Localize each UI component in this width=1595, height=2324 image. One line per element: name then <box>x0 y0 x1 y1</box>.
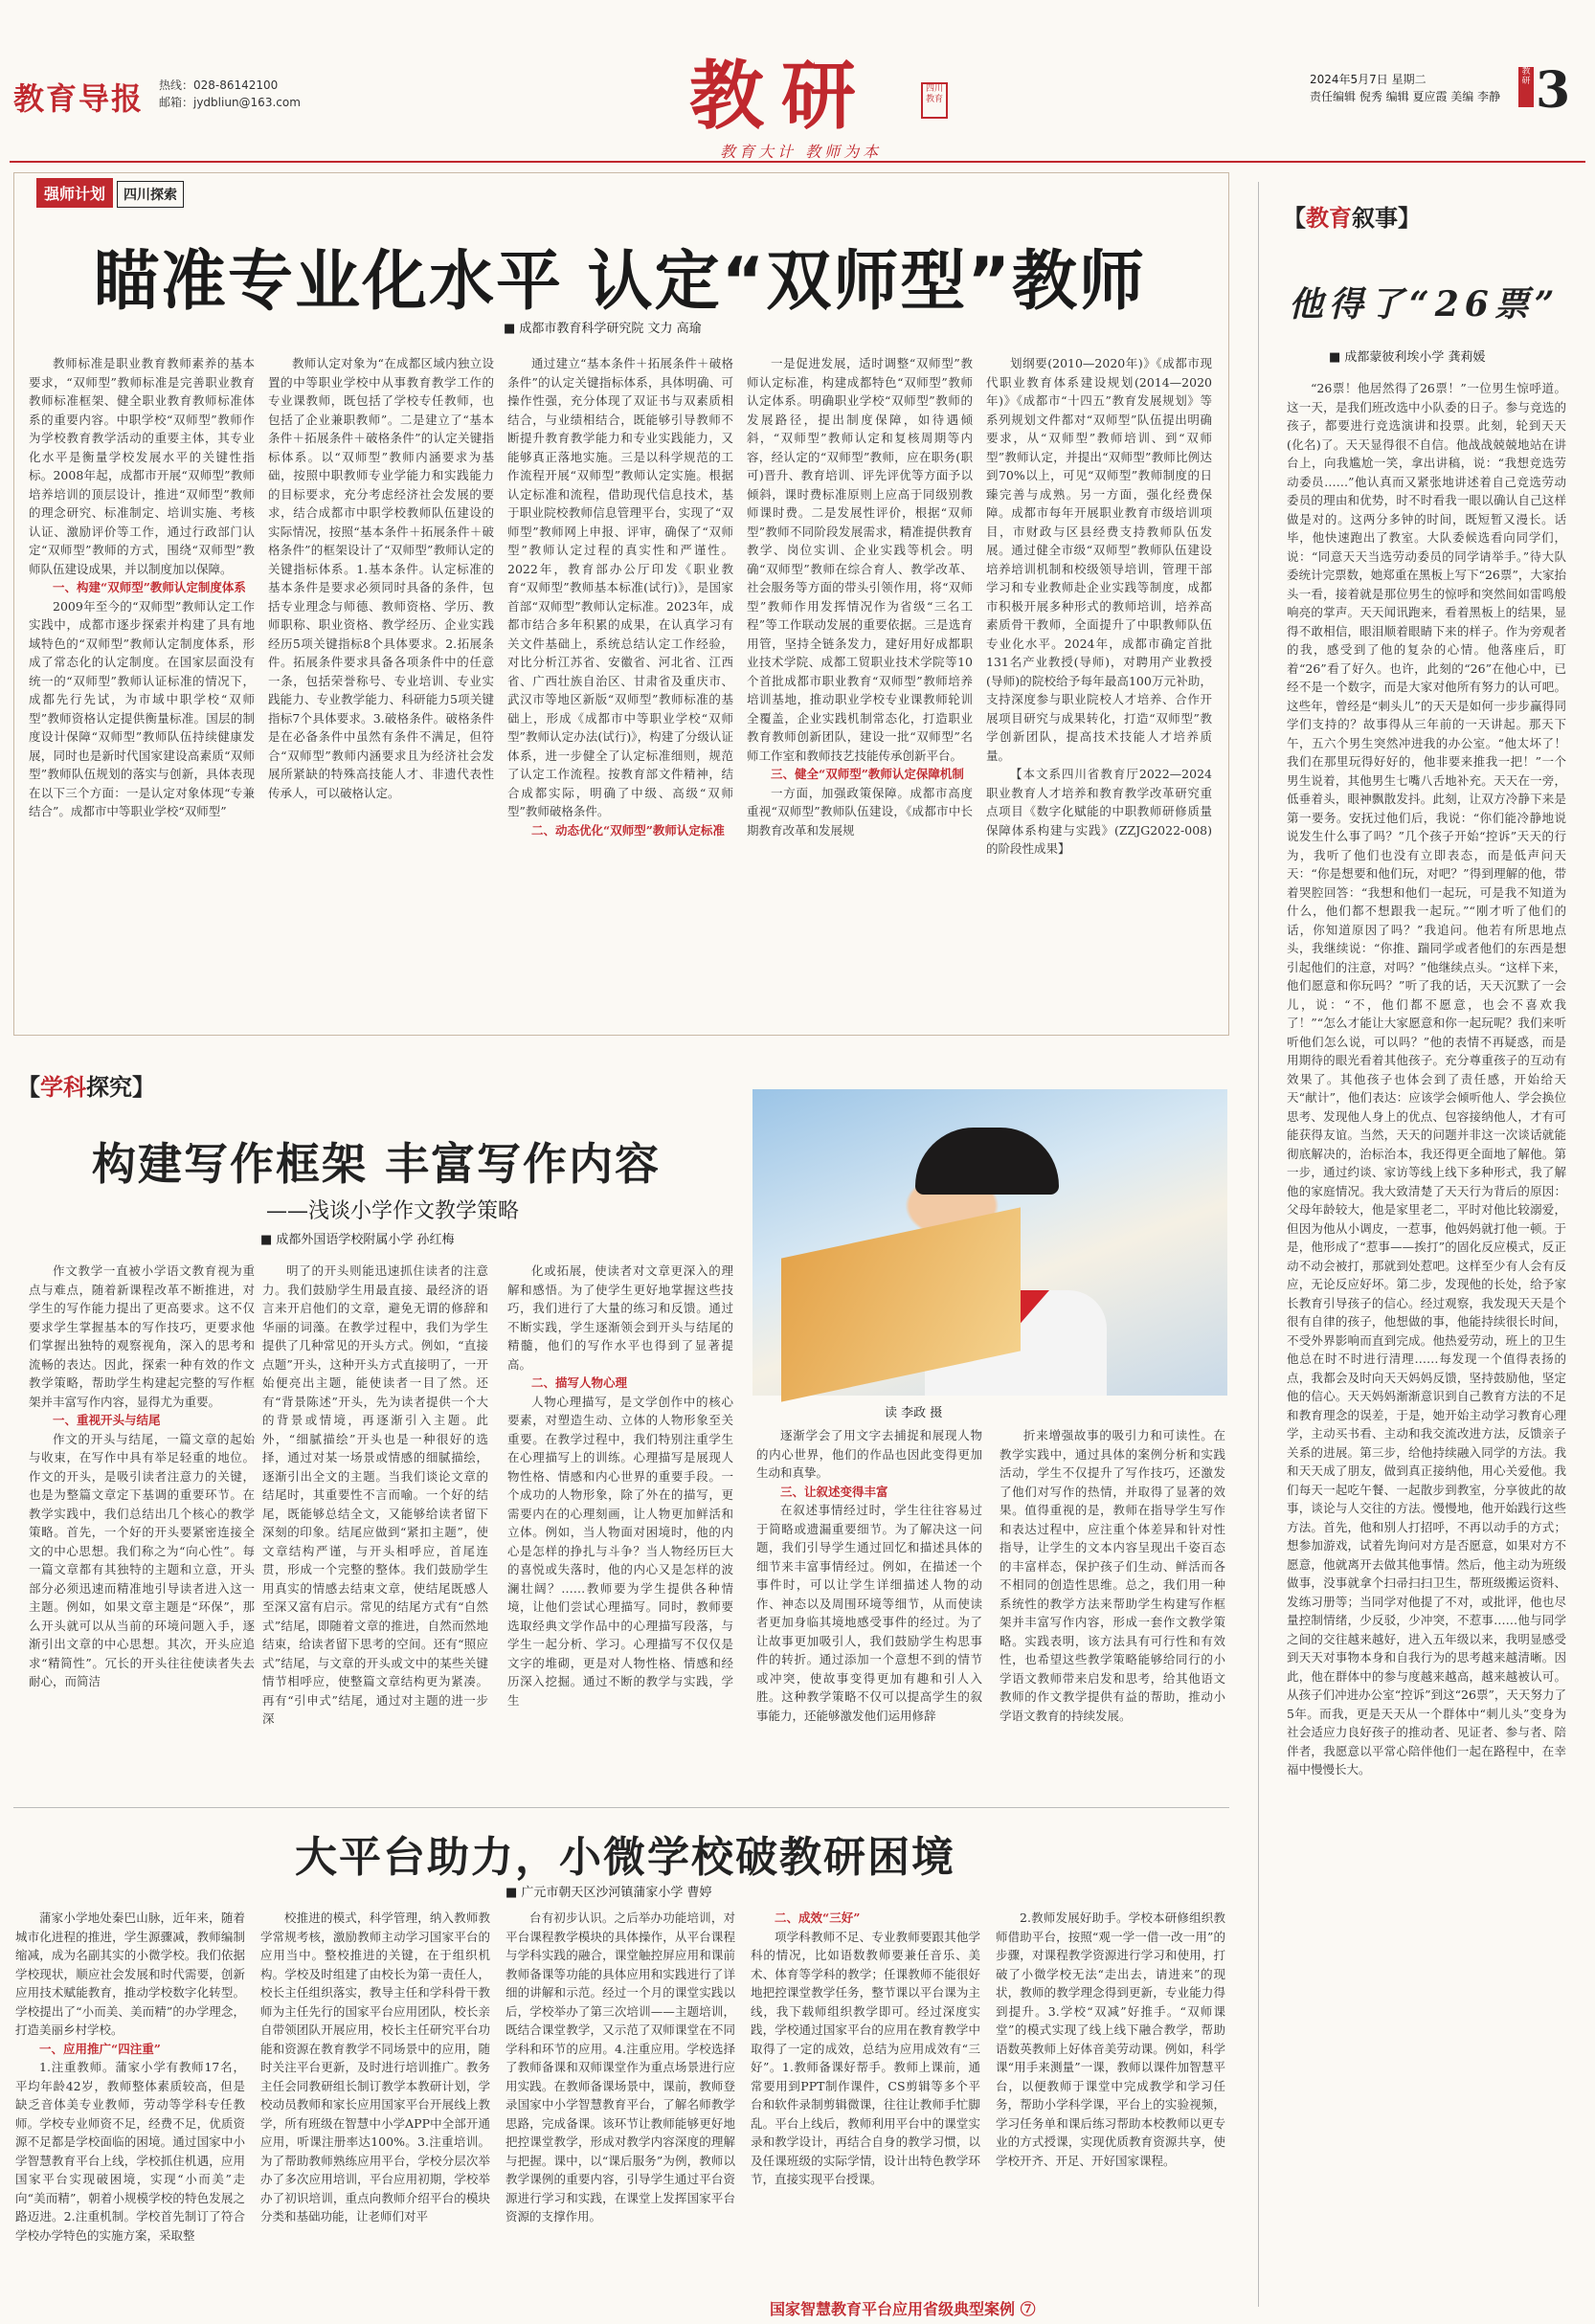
sidebar-tag-rest: 叙事 <box>1352 204 1398 232</box>
series-label: 国家智慧教育平台应用省级典型案例 ⑦ <box>770 2300 1036 2318</box>
article-column <box>29 1262 255 1798</box>
article-column <box>751 1909 980 2291</box>
page-number: 3 <box>1536 61 1571 120</box>
article-photo <box>753 1089 1227 1396</box>
photo-child-hair <box>915 1128 1059 1195</box>
sidebar-byline: ■ 成都蒙彼利埃小学 龚莉媛 <box>1329 350 1486 365</box>
article-column <box>268 354 494 1024</box>
section-title: 教研 <box>689 53 874 140</box>
paragraph: 一方面，加强政策保障。成都市高度重视“双师型”教师队伍建设，《成都市中长期教育改革和发展规 <box>747 785 973 838</box>
paragraph: 一是促进发展，适时调整“双师型”教师认定标准，构建成都特色“双师型”教师认定体系。明确职业学校“双师型”教师的发展路径，提出制度保障，如待遇倾斜，“双师型”教师认定和复核周期等内容，经认定的“双师型”教师，应在职务(职可)晋升、教育培训、评先评优等方面予以倾斜，课时费标准原则上应高于同级别教师课时费。二是发展性评价，根据“双师型”教师不同阶段发展需求，精准提供教育教学、岗位实训、企业实践等机会。明确“双师型”教师在综合育人、教学改革、社会服务等方面的带头引领作用，将“双师型”教师作用发挥情况作为省级“三名工程”等工作联动发展的重要依据。三是选育用管，坚持全链条发力，建好用好成都职业技术学院、成都工贸职业技术学院等10个首批成都市职业教育“双师型”教师培养培训基地，推动职业学校专业课教师轮训全覆盖，企业实践机制常态化，打造职业教育教师创新团队，建设一批“双师型”名师工作室和教师技艺技能传承创新平台。 <box>747 356 973 763</box>
column-tag: 【学科探究】 <box>17 1073 155 1101</box>
section-seal: 四川教育 <box>921 82 948 119</box>
article-column <box>15 1909 245 2291</box>
hotline: 热线：028-86142100 <box>159 78 279 92</box>
issue-date: 2024年5月7日 星期二 <box>1310 73 1427 86</box>
article-column <box>29 354 255 1024</box>
paragraph: 教师认定对象为“在成都区域内独立设置的中等职业学校中从事教育教学工作的专业课教师，既包括了学校专任教师，也包括了企业兼职教师”。二是建立了“基本条件＋拓展条件＋破格条件”的认定关键指标体系。以“双师型”教师内涵要求为基础，按照中职教师专业学能力和实践能力的目标要求，充分考虑经济社会发展的要求，结合成都市中职学校教师队伍建设的实际情况，按照“基本条件＋拓展条件＋破格条件”的框架设计了“双师型”教师认定的关键指标体系。1.基本条件。认定标准的基本条件是要求必须同时具备的条件，包括专业理念与师德、教师资格、学历、教师职称、职业资格、教学经历、企业实践经历5项关键指标8个具体要求。2.拓展条件。拓展条件要求具备各项条件中的任意一条，包括荣誉称号、专业培训、专业实践能力、专业教学能力、科研能力5项关键指标7个具体要求。3.破格条件。破格条件是在必备条件中虽然有条件不满足，但符合“双师型”教师内涵要求且为经济社会发展所紧缺的特殊高技能人才、非遗代表性传承人，可以破格认定。 <box>268 356 494 800</box>
column-divider <box>1258 182 1259 2307</box>
paragraph: 2.教师发展好助手。学校本研修组织教师借助平台，按照“观一学一借一改一用”的步骤，对课程教学资源进行学习和使用，打破了小微学校无法“走出去，请进来”的现状，教师的教学理念得到更新，专业能力得到提升。3.学校“双减”好推手。“双师课堂”的模式实现了线上线下融合教学，帮助语数英教师上好体音美劳动课。例如，科学课“用手来测量”一课，教师以课件加智慧平台，以便教师于课堂中完成教学和学习任务，帮助小学科学课，平台上的实验视频，学习任务单和课后练习帮助本校教师以更专业的方式授课，实现优质教育资源共享，使学校开齐、开足、开好国家课程。 <box>996 1911 1225 2168</box>
sidebar-tag-red: 教育 <box>1306 204 1352 232</box>
article-column <box>507 1262 733 1798</box>
tag-red: 学科 <box>40 1073 86 1101</box>
paragraph: 作文的开头与结尾，一篇文章的起始与收束，在写作中具有举足轻重的地位。作文的开头，是吸引读者注意力的关键，也是为整篇文章定下基调的重要环节。在教学实践中，我们总结出几个核心的教学策略。首先，一个好的开头要紧密连接全文的中心思想。我们称之为“向心性”。每一篇文章都有其独特的主题和立意，开头部分必须迅速而精准地引导读者进入这一主题。例如，如果文章主题是“环保”，那么开头就可以从当前的环境问题入手，逐渐引出文章的中心思想。其次，开头应追求“精简性”。冗长的开头往往使读者失去耐心，而简洁 <box>29 1431 255 1688</box>
paragraph: 划纲要(2010—2020年)》《成都市现代职业教育体系建设规划(2014—2020年)》《成都市“十四五”教育发展规划》等系列规划文件都对“双师型”队伍提出明确要求，从“双师型”教师培训、到“双师型”教师认定，并提出“双师型”教师比例达到70%以上，可见“双师型”教师制度的日臻完善与成熟。另一方面，强化经费保障。成都市每年开展职业教育市级培训项目，市财政与区县经费支持教师队伍发展。通过健全市级“双师型”教师队伍建设培养培训机制和校级领导培训，管理干部学习和专业教师赴企业实践等制度，成都市积极开展多种形式的教师培训，培养高素质骨干教师，全面提升了中职教师队伍专业化水平。2024年，成都市确定首批131名产业教授(导师)，对聘用产业教授(导师)的院校给予每年最高100万元补助，支持深度参与职业院校人才培养、合作开展项目研究与成果转化，打造“双师型”教学创新团队，提高技术技能人才培养质量。 <box>986 356 1212 763</box>
project-note: 【本文系四川省教育厅2022—2024职业教育人才培养和教育教学改革研究重点项目《数字化赋能的中职教师研修质量保障体系构建与实践》(ZZJG2022-008)的阶段性成果】 <box>986 767 1212 856</box>
subheading: 二、描写人物心理 <box>531 1375 628 1390</box>
article-column <box>1000 1426 1225 1798</box>
sidebar-column <box>1287 379 1566 2313</box>
article-byline: ■ 成都市教育科学研究院 文力 高瑜 <box>504 322 702 336</box>
article-headline: 瞄准专业化水平 认定“双师型”教师 <box>94 244 1147 320</box>
contact-info <box>159 77 301 111</box>
subheading: 二、动态优化“双师型”教师认定标准 <box>531 822 725 838</box>
article-byline: ■ 广元市朝天区沙河镇蒲家小学 曹婷 <box>505 1886 712 1900</box>
article-column <box>996 1909 1225 2291</box>
article-headline: 构建写作框架 丰富写作内容 <box>92 1138 662 1190</box>
subheading: 一、构建“双师型”教师认定制度体系 <box>53 580 246 594</box>
paragraph: 折来增强故事的吸引力和可读性。在教学实践中，通过具体的案例分析和实践活动，学生不仅提升了写作技巧，还激发了他们对写作的热情，并取得了显著的效果。值得重视的是，教师在指导学生写作和表达过程中，应注重个体差异和针对性指导，让学生的文本内容呈现出千姿百态的丰富样态，保护孩子们生动、鲜活而各不相同的创造性思维。总之，我们用一种系统性的教学方法来帮助学生构建写作框架并丰富写作内容，形成一套作文教学策略。实践表明，该方法具有可行性和有效性，也希望这些教学策略能够给同行的小学语文教师带来启发和思考，给其他语文教师的作文教学提供有益的帮助，推动小学语文教育的持续发展。 <box>1000 1428 1225 1723</box>
paragraph: 蒲家小学地处秦巴山脉，近年来，随着城市化进程的推进，学生源骤减，教师编制缩减，成为名副其实的小微学校。我们依据学校现状，顺应社会发展和时代需要，创新应用技术赋能教育，推动学校数字化转型。学校提出了“小而美、美而精”的办学理念，打造美丽乡村学校。 <box>15 1911 245 2037</box>
email: 邮箱：jydbliun@163.com <box>159 96 301 109</box>
paragraph: 在叙述事情经过时，学生往往容易过于简略或遗漏重要细节。为了解决这一问题，我们引导学生通过回忆和描述具体的细节来丰富事情经过。例如，在描述一个事件时，可以让学生详细描述人物的动作、神态以及周围环境等细节，从而使读者更加身临其境地感受事件的经过。为了让故事更加吸引人，我们鼓励学生构思事件的转折。通过添加一个意想不到的情节或冲突，使故事变得更加有趣和引人入胜。这种教学策略不仅可以提高学生的叙事能力，还能够激发他们运用修辞 <box>756 1503 982 1723</box>
article-column <box>747 354 973 1024</box>
tag-main: 强师计划 <box>36 178 113 208</box>
paragraph: 校推进的模式，科学管理，纳入教师教学常规考核，激励教师主动学习国家平台的应用当中。整校推进的关键，在于组织机构。学校及时组建了由校长为第一责任人，校长主任组织落实，教导主任和学科骨干教师为主任先行的国家平台应用团队，校长亲自带领团队开展应用，校长主任研究平台功能和资源在教育教学不同场景中的应用，随时关注平台更新，及时进行培训推广。教务主任会同教研组长制订教学本教研计划，学校动员教师和家长应用国家平台开展线上教学，所有班级在智慧中小学APP中全部开通应用，听课注册率达100%。3.注重培训。为了帮助教师熟练应用平台，学校分层次举办了多次应用培训，平台应用初期，学校举办了初识培训，重点向教师介绍平台的模块分类和基础功能，让老师们对平 <box>260 1911 490 2223</box>
paragraph: 台有初步认识。之后举办功能培训，对平台课程教学模块的具体操作，从平台课程与学科实践的融合，课堂触控屏应用和课前教师备课等功能的具体应用和实践进行了详细的讲解和示范。经过一个月的课堂实践以后，学校举办了第三次培训——主题培训，既结合课堂教学，又示范了双师课堂在不同学科和环节的应用。4.注重应用。学校选择了教师备课和双师课堂作为重点场景进行应用实践。在教师备课场景中，课前，教师登录国家中小学智慧教育平台，了解名师教学思路，完成备课。该环节让教师能够更好地把控课堂教学，形成对教学内容深度的理解与把握。课中，以“课后服务”为例，教师以教学课例的重要内容，引导学生通过平台资源进行学习和实践，在课堂上发挥国家平台资源的支撑作用。 <box>505 1911 735 2223</box>
tag-rest: 探究 <box>86 1073 132 1101</box>
section-motto: 教育大计 教师为本 <box>720 143 883 161</box>
page-label: 教研 <box>1518 67 1534 107</box>
subheading: 一、应用推广“四注重” <box>39 2041 161 2056</box>
paragraph: 作文教学一直被小学语文教育视为重点与难点，随着新课程改革不断推进，对学生的写作能力提出了更高要求。这不仅要求学生掌握基本的写作技巧，更要求他们掌握出独特的观察视角，深入的思考和流畅的表达。因此，探索一种有效的作文教学策略，帮助学生构建起完整的写作框架并丰富写作内容，显得尤为重要。 <box>29 1263 255 1409</box>
article-column <box>260 1909 490 2291</box>
article-column <box>756 1426 982 1798</box>
subheading: 一、重视开头与结尾 <box>53 1413 161 1427</box>
paragraph: 化或拓展，使读者对文章更深入的理解和感悟。为了使学生更好地掌握这些技巧，我们进行了大量的练习和反馈。通过不断实践，学生逐渐领会到开头与结尾的精髓，他们的写作水平也得到了显著提高。 <box>507 1263 733 1372</box>
paragraph: 项学科教师不足、专业教师要跟其他学科的情况，比如语数教师要兼任音乐、美术、体育等学科的教学；任课教师不能很好地把控课堂教学任务，整节课以平台课为主线，我下载师组织教学即可。经过深度实践，学校通过国家平台的应用在教育教学中取得了一定的成效，总结为应用成效有“三好”。1.教师备课好帮手。教师上课前，通常要用到PPT制作课件，CS剪辑等多个平台和软件录制剪辑微课，往往让教师手忙脚乱。平台上线后，教师利用平台中的课堂实录和教学设计，再结合自身的教学习惯，以及任课班级的实际学情，设计出特色教学环节，直接实现平台授课。 <box>751 1929 980 2186</box>
sidebar-headline: 他得了“26票” <box>1289 284 1561 324</box>
subheading: 三、让叙述变得丰富 <box>780 1484 888 1499</box>
paragraph: 1.注重教师。蒲家小学有教师17名，平均年龄42岁，教师整体素质较高，但是缺乏音体美专业教师，劳动等学科专任教师。学校专业师资不足，经费不足，优质资源不足都是学校面临的困境。通过国家中小学智慧教育平台上线，学校抓住机遇，应用国家平台实现破困境，实现“小而美”走向“美而精”，朝着小规模学校的特色发展之路迈进。2.注重机制。学校首先制订了符合学校办学特色的实施方案，采取整 <box>15 2060 245 2243</box>
tag-sub: 四川探索 <box>117 181 184 208</box>
article-column <box>507 354 733 1024</box>
subheading: 二、成效“三好” <box>775 1911 861 1925</box>
sidebar-tag: 【教育叙事】 <box>1283 204 1421 232</box>
editor-credits: 责任编辑 倪秀 编辑 夏应霞 美编 李静 <box>1310 90 1501 103</box>
paragraph: 明了的开头则能迅速抓住读者的注意力。我们鼓励学生用最直接、最经济的语言来开启他们的文章，避免无谓的修辞和华丽的词藻。在教学过程中，我们为学生提供了几种常见的开头方式。例如，“直接点题”开头，这种开头方式直接明了，一开始便亮出主题，能使读者一目了然。还有“背景陈述”开头，先为读者提供一个大的背景或情境，再逐渐引入主题。此外，“细腻描绘”开头也是一种很好的选择，通过对某一场景或情感的细腻描绘，逐渐引出全文的主题。当我们谈论文章的结尾时，其重要性不言而喻。一个好的结尾，既能够总结全文，又能够给读者留下深刻的印象。结尾应做到“紧扣主题”，使文章结构严谨，与开头相呼应，首尾连贯，形成一个完整的整体。我们鼓励学生用真实的情感去结束文章，使结尾既感人至深又富有启示。常见的结尾方式有“自然式”结尾，即随着文章的推进，自然而然地结束，给读者留下思考的空间。还有“照应式”结尾，与文章的开头或文中的某些关键情节相呼应，使整篇文章结构更为紧凑。再有“引申式”结尾，通过对主题的进一步深 <box>262 1263 488 1726</box>
paragraph: “26票！他居然得了26票！”一位男生惊呼道。这一天，是我们班改选中小队委的日子。参与竞选的孩子，都要进行竞选演讲和投票。此刻，轮到天天(化名)了。天天显得很不自信。他战战兢兢地站在讲台上，向我尴尬一笑，拿出讲稿，说：“我想竞选劳动委员……”他认真而又紧张地讲述着自己竞选劳动委员的理由和优势，时不时看我一眼以确认自己这样做是对的。这两分多钟的时间，既短暂又漫长。话毕，他快速跑出了教室。大队委候选看向同学们，说：“同意天天当选劳动委员的同学请举手。”待大队委统计完票数，她郑重在黑板上写下“26票”，大家抬头一看，接着就是那位男生的惊呼和突然间如雷鸣般响亮的掌声。天天闻讯跑来，看着黑板上的结果，显得不敢相信，眼泪顺着眼睛下来的样子。作为旁观者的我，感受到了他的复杂的心情。他落座后，盯着“26”看了好久。也许，此刻的“26”在他心中，已经不是一个数字，而是大家对他所有努力的认可吧。这些年，曾经是“刺头儿”的天天是如何一步步赢得同学们支持的？故事得从三年前的一天讲起。那天下午，五六个男生突然冲进我的办公室。“他太坏了！我们在那里玩得好好的，他非要来推我一把！”一个男生说着，其他男生七嘴八舌地补充。天天在一旁，低垂着头，眼神飘散发抖。此刻，让双方冷静下来是第一要务。安抚过他们后，我说：“你们能冷静地说说发生什么事了吗？”几个孩子开始“控诉”天天的行为，我听了他们也没有立即表态，而是低声问天天：“你是想要和他们玩，对吧？”得到理解的他，带着哭腔回答：“我想和他们一起玩，可是我不知道为什么，他们都不想跟我一起玩。”“刚才听了他们的话，你知道原因了吗？”我追问。他若有所思地点头，我继续说：“你推、踹同学或者他们的东西是想引起他们的注意，对吗？”他继续点头。“这样下来，他们愿意和你玩吗？”听了我的话，天天沉默了一会儿，说：“不，他们都不愿意，也会不喜欢我了！”“怎么才能让大家愿意和你一起玩呢？我们来听听他们怎么说，可以吗？”他的表情不再疑惑，而是用期待的眼光看着其他孩子。充分尊重孩子的互动有效果了。其他孩子也体会到了责任感，开始给天天“献计”，他们表达：应该学会倾听他人、学会换位思考、发现他人身上的优点、包容接纳他人，才有可能获得友谊。当然，天天的问题并非这一次谈话就能彻底解决的，治标治本，我还得更全面地了解他。第一步，通过约谈、家访等线上线下多种形式，我了解他的家庭情况。我大致清楚了天天行为背后的原因：父母年龄较大，他是家里老二，平时对他比较溺爱，但因为他从小调皮，一惹事，他妈妈就打他一顿。于是，他形成了“惹事——挨打”的固化反应模式，反正动不动会被打，那就到处惹吧。这样至少有人会有反应，无论反应好坏。第二步，发现他的长处，给予家长教育引导孩子的信心。经过观察，我发现天天是个很有自律的孩子，他想做的事，他能持续很长时间，不受外界影响而直到完成。他热爱劳动，班上的卫生他总在时不时进行清理……每发现一个值得表扬的点，我都会及时向天天妈妈反馈，坚持鼓励他，坚定他的信心。天天妈妈渐渐意识到自己教育方法的不足和教育理念的误差，于是，她开始主动学习教育心理学，主动买书看、主动和我交流改进方法，反馈亲子关系的进展。第三步，给他持续融入同学的方法。我和天天成了朋友，做到真正接纳他，用心关爱他。我们每天一起吃午餐、一起散步到教室，分享彼此的故事，谈论与人交往的方法。慢慢地，他开始践行这些方法。首先，他和别人打招呼，不再以动手的方式；想参加游戏，试着先询问对方是否愿意，如果对方不愿意，他就离开去做其他事情。然后，他主动为班级做事，没事就拿个扫帚扫扫卫生，帮班级搬运资料、发练习册等；当同学对他提了不对，或批评，他也尽量控制情绪，少反驳，少冲突，不惹事……他与同学之间的交往越来越好，进入五年级以来，我明显感受到天天对事物本身和自我行为的思考越来越清晰。因此，他在群体中的参与度越来越高，越来越被认可。从孩子们冲进办公室“控诉”到这“26票”，天天努力了5年。而我，更是天天从一个群体中“刺儿头”变身为社会适应力良好孩子的推动者、见证者、参与者、陪伴者，我愿意以平常心陪伴他们一起在路程中，在幸福中慢慢长大。 <box>1287 381 1566 1777</box>
paragraph: 教师标准是职业教育教师素养的基本要求，“双师型”教师标准是完善职业教育教师标准框架、健全职业教育教师标准体系的重要内容。中职学校“双师型”教师作为学校教育教学活动的重要主体，其专业化水平是衡量学校发展水平的关键性指标。2008年起，成都市开展“双师型”教师培养培训的顶层设计，推进“双师型”教师的理念研究、标准制定、培训实施、考核认证、激励评价等工作，通过行政部门认定“双师型”教师的方式，围绕“双师型”教师队伍建设成果，并以制度加以保障。 <box>29 356 255 576</box>
article-headline: 大平台助力，小微学校破教研困境 <box>295 1833 955 1882</box>
newspaper-logo: 教育导报 <box>13 80 145 117</box>
paragraph: 逐渐学会了用文字去捕捉和展现人物的内心世界，他们的作品也因此变得更加生动和真挚。 <box>756 1428 982 1480</box>
subheading: 三、健全“双师型”教师认定保障机制 <box>771 767 964 781</box>
article-column <box>986 354 1212 1024</box>
article-column <box>505 1909 735 2291</box>
paragraph: 通过建立“基本条件＋拓展条件＋破格条件”的认定关键指标体系，具体明确、可操作性强，充分体现了双证书与双素质相结合，与业绩相结合，既能够引导教师不断提升教育教学能力和专业实践能力，又能够真正落地实施。三是以科学规范的工作流程开展“双师型”教师认定实施。根据认定标准和流程，借助现代信息技术，基于职业院校教师信息管理平台，实现了“双师型”教师网上申报、评审，确保了“双师型”教师认定过程的真实性和严谨性。2022年，教育部办公厅印发《职业教育“双师型”教师基本标准(试行)》，是国家首部“双师型”教师认定标准。2023年，成都市结合多年积累的成果，在认真学习有关文件基础上，系统总结认定工作经验，对比分析江苏省、安徽省、河北省、江西省、广西壮族自治区、甘肃省及重庆市、武汉市等地区新版“双师型”教师标准的基础上，形成《成都市中等职业学校“双师型”教师认定办法(试行)》，构建了分级认证体系，进一步健全了认定标准细则，规范了认定工作流程。按教育部文件精神，结合成都实际，明确了中级、高级“双师型”教师破格条件。 <box>507 356 733 818</box>
masthead-rule <box>10 161 1585 163</box>
paragraph: 2009年至今的“双师型”教师认定工作实践中，成都市逐步探索并构建了具有地域特色的“双师型”教师认定制度体系，形成了常态化的认定制度。在国家层面没有统一的“双师型”教师认证标准的情况下，成都先行先试，为市域中职学校“双师型”教师资格认定提供衡量标准。国层的制度设计保障“双师型”教师队伍持续健康发展，同时也是新时代国家建设高素质“双师型”教师队伍规划的落实与创新，具体表现在以下三个方面：一是认定对象体现“专兼结合”。成都市中等职业学校“双师型” <box>29 598 255 818</box>
issue-info <box>1310 71 1500 105</box>
photo-caption: 读 李政 摄 <box>885 1406 943 1420</box>
article-byline: ■ 成都外国语学校附属小学 孙红梅 <box>260 1233 455 1247</box>
column-tag <box>36 178 184 208</box>
section-divider <box>13 1807 1229 1808</box>
article-column <box>262 1262 488 1798</box>
article-subheadline: ——浅谈小学作文教学策略 <box>266 1199 520 1223</box>
paragraph: 人物心理描写，是文学创作中的核心要素，对塑造生动、立体的人物形象至关重要。在教学过程中，我们特别注重学生在心理描写上的训练。心理描写是展现人物性格、情感和内心世界的重要手段。一个成功的人物形象，除了外在的描写，更需要内在的心理刻画，让人物更加鲜活和立体。例如，当人物面对困境时，他的内心是怎样的挣扎与斗争？当人物经历巨大的喜悦或失落时，他的内心又是怎样的波澜壮阔？……教师要为学生提供各种情境，让他们尝试心理描写。同时，教师要选取经典文学作品中的心理描写段落，与学生一起分析、学习。心理描写不仅仅是文字的堆砌，更是对人物性格、情感和经历深入挖掘。通过不断的教学与实践，学生 <box>507 1394 733 1708</box>
